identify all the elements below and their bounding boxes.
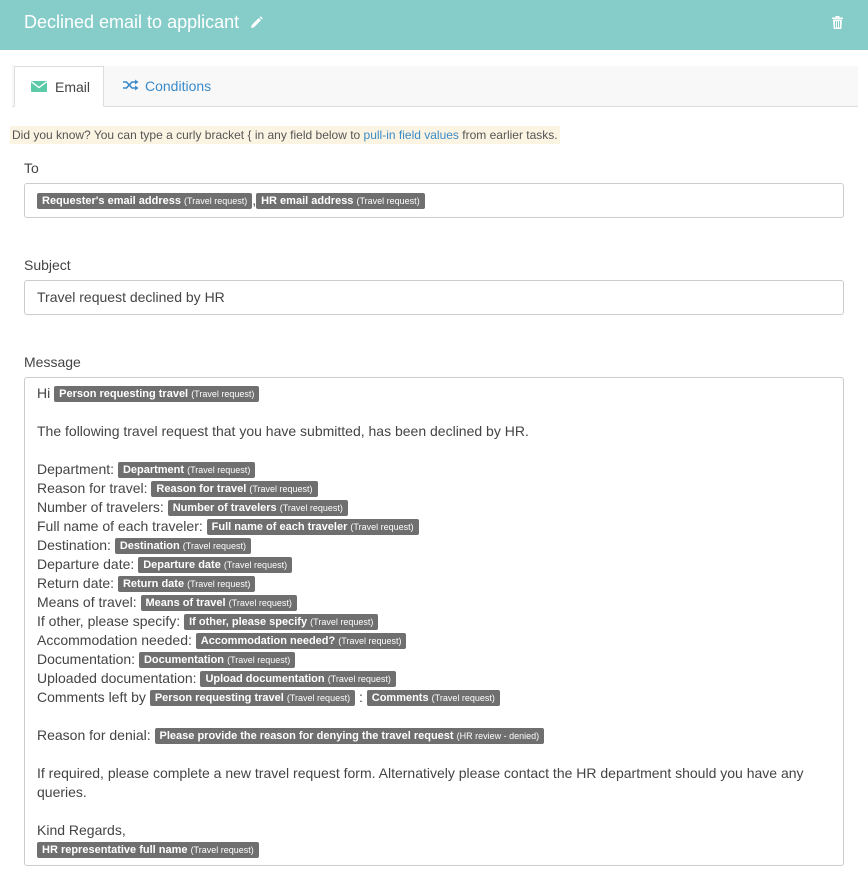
field-tag[interactable]: Destination (Travel request) <box>115 538 251 554</box>
page-title[interactable]: Declined email to applicant <box>24 12 240 32</box>
field-tag[interactable]: Please provide the reason for denying the travel request (HR review - denied) <box>155 728 545 744</box>
tab-bar <box>12 66 858 107</box>
message-field-label: Accommodation needed: <box>37 632 192 648</box>
message-line: The following travel request that you have submitted, has been declined by HR. <box>37 423 529 439</box>
pencil-icon[interactable] <box>250 16 263 34</box>
field-tag[interactable]: Full name of each traveler (Travel request) <box>207 519 419 535</box>
subject-input[interactable]: Travel request declined by HR <box>24 280 844 315</box>
message-field-label: Departure date: <box>37 556 135 572</box>
subject-label: Subject <box>24 257 71 273</box>
pull-in-field-values-link[interactable]: pull-in field values <box>363 128 459 142</box>
message-line: Hi Person requesting travel (Travel request) <box>37 384 831 403</box>
message-line <box>37 669 831 688</box>
message-line: Reason for denial: Please provide the reason for denying the travel request (HR review - denied) <box>37 726 831 745</box>
message-line <box>37 479 831 498</box>
field-tag[interactable]: Person requesting travel (Travel request) <box>54 386 259 402</box>
page-header <box>0 0 868 50</box>
message-line <box>37 574 831 593</box>
field-tag[interactable]: Person requesting travel (Travel request) <box>150 690 355 706</box>
field-tag[interactable]: Comments (Travel request) <box>367 690 500 706</box>
to-field[interactable] <box>24 183 844 218</box>
field-tag[interactable]: Departure date (Travel request) <box>138 557 292 573</box>
message-field-label: Return date: <box>37 575 115 591</box>
message-line <box>37 555 831 574</box>
to-label: To <box>24 160 39 176</box>
field-tag[interactable]: Return date (Travel request) <box>118 576 255 592</box>
message-field-label: Full name of each traveler: <box>37 518 203 534</box>
tag-separator: , <box>252 192 257 208</box>
field-tag[interactable]: Requester's email address (Travel request) <box>37 193 252 209</box>
message-line <box>37 517 831 536</box>
message-field-label: Department: <box>37 461 115 477</box>
message-editor[interactable] <box>24 377 844 866</box>
message-line <box>37 840 831 859</box>
message-line <box>37 498 831 517</box>
tip-text-after: from earlier tasks. <box>458 128 558 142</box>
message-field-label: Reason for travel: <box>37 480 148 496</box>
trash-icon[interactable] <box>832 16 843 34</box>
tab-conditions-label: Conditions <box>145 78 212 94</box>
tab-conditions[interactable] <box>120 66 230 106</box>
message-line <box>37 631 831 650</box>
tab-email[interactable] <box>14 66 104 107</box>
message-label: Message <box>24 354 81 370</box>
tip-text-before: Did you know? You can type a curly bracket { in any field below to <box>12 128 364 142</box>
shuffle-icon <box>123 79 139 91</box>
message-field-label: Destination: <box>37 537 111 553</box>
field-tag[interactable]: Reason for travel (Travel request) <box>151 481 317 497</box>
message-line: Kind Regards, <box>37 822 126 838</box>
field-tag[interactable]: HR email address (Travel request) <box>256 193 425 209</box>
message-line <box>37 612 831 631</box>
message-line: If required, please complete a new travel request form. Alternatively please contact the HR department should you have any <box>37 765 804 781</box>
message-field-label: Means of travel: <box>37 594 137 610</box>
field-tag[interactable]: Upload documentation (Travel request) <box>200 671 395 687</box>
field-tag[interactable]: Number of travelers (Travel request) <box>168 500 348 516</box>
message-line: queries. <box>37 784 87 800</box>
message-field-label: If other, please specify: <box>37 613 181 629</box>
message-field-label: Uploaded documentation: <box>37 670 197 686</box>
field-tag[interactable]: Accommodation needed? (Travel request) <box>196 633 407 649</box>
message-field-label: Documentation: <box>37 651 136 667</box>
tip-banner <box>10 126 560 144</box>
field-tag[interactable]: Documentation (Travel request) <box>139 652 295 668</box>
field-tag[interactable]: Department (Travel request) <box>118 462 255 478</box>
message-line <box>37 536 831 555</box>
envelope-icon <box>31 81 47 92</box>
message-line <box>37 650 831 669</box>
message-line <box>37 593 831 612</box>
message-line <box>37 460 831 479</box>
message-field-label: Number of travelers: <box>37 499 164 515</box>
tab-email-label: Email <box>55 79 91 95</box>
field-tag[interactable]: Means of travel (Travel request) <box>141 595 297 611</box>
message-line: Comments left by Person requesting travel (Travel request) : Comments (Travel request) <box>37 688 831 707</box>
field-tag[interactable]: If other, please specify (Travel request) <box>184 614 378 630</box>
field-tag[interactable]: HR representative full name (Travel request) <box>37 842 259 858</box>
